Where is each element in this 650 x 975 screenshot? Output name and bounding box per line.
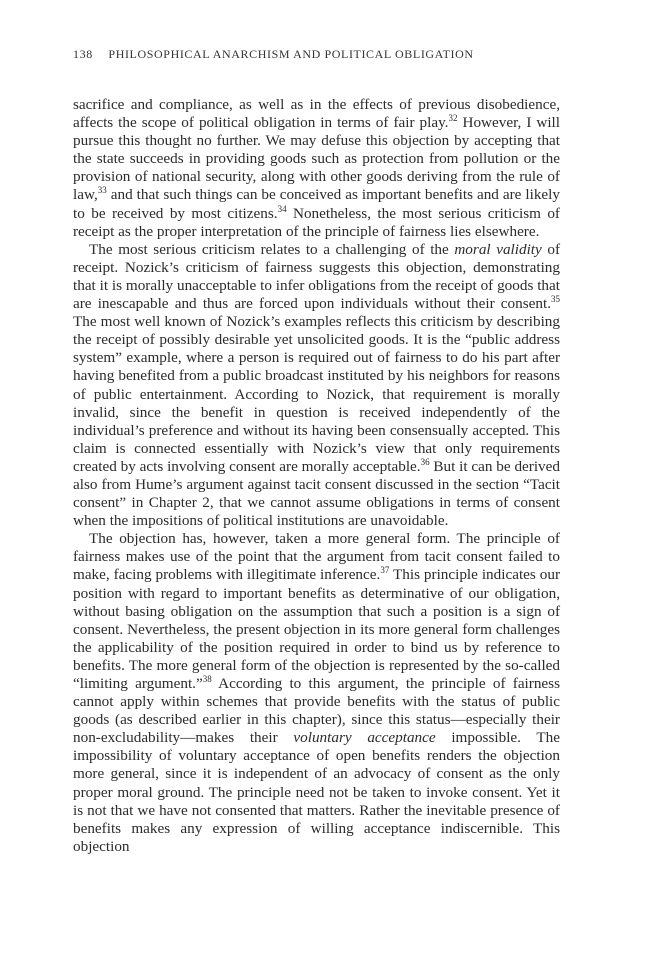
body-text (73, 96, 560, 856)
running-header (73, 47, 593, 62)
text-run: However, I will pursue this thought no further. We may defuse this objection by accepting that the state succeeds in providing goods such as protection from pollution or the provision of national security, along with other goods deriving from the rule of law, (73, 114, 560, 204)
footnote-reference: 33 (97, 185, 107, 196)
paragraph (73, 241, 560, 531)
footnote-reference: 38 (202, 673, 212, 684)
footnote-reference: 37 (380, 565, 390, 576)
footnote-reference: 32 (448, 113, 458, 124)
text-run: The objection has, however, taken a more general form. The principle of fairness makes use of the point that the argument from tacit consent failed to make, facing problems with illegitimate inference. (73, 530, 560, 584)
running-title: PHILOSOPHICAL ANARCHISM AND POLITICAL OBLIGATION (108, 47, 474, 61)
text-run: This principle indicates our position with regard to important benefits as determinative of our obligation, without basing obligation on the assumption that such a position is a sign of consent. Nevertheless, the present objection in its more general form challenges the applicability of the position required in order to bind us by reference to benefits. The more general form of the objection is represented by the so-called “limiting argument.” (73, 566, 560, 692)
text-run: But it can be derived also from Hume’s argument against tacit consent discussed in the section “Tacit consent” in Chapter 2, that we cannot assume obligations in terms of consent when the impositions of political institutions are unavoidable. (73, 457, 560, 530)
text-run: sacrifice and compliance, as well as in the effects of previous disobedience, affects the scope of political obligation in terms of fair play. (73, 96, 560, 132)
text-run: Nonetheless, the most serious criticism of receipt as the proper interpretation of the principle of fairness lies elsewhere. (73, 204, 560, 240)
page-number: 138 (73, 47, 93, 61)
emphasis-text: moral validity (454, 240, 542, 258)
text-run: impossible. The impossibility of voluntary acceptance of open benefits renders the objection more general, since it is independent of an advocacy of consent as the only proper moral ground. The principle need not be taken to invoke consent. Yet it is not that we have not consented that matters. Rather the inevitable presence of benefits makes any expression of willing acceptance indiscernible. This objection (73, 729, 561, 855)
footnote-reference: 36 (420, 456, 430, 467)
text-run: of receipt. Nozick’s criticism of fairness suggests this objection, demonstrating that it is morally unacceptable to infer obligations from the receipt of goods that are inescapable and thus are forced upon individuals without their consent. (73, 240, 560, 313)
text-run: and that such things can be conceived as important benefits and are likely to be received by most citizens. (73, 186, 560, 222)
text-run: The most serious criticism relates to a challenging of the (89, 240, 455, 258)
text-run: According to this argument, the principle of fairness cannot apply within schemes that provide benefits with the status of public goods (as described earlier in this chapter), since this status—especially their non-excludability—makes their (73, 675, 560, 747)
footnote-reference: 34 (277, 203, 287, 214)
footnote-reference: 35 (551, 293, 560, 304)
paragraph (73, 96, 560, 241)
emphasis-text: voluntary acceptance (293, 729, 436, 747)
text-run: The most well known of Nozick’s examples reflects this criticism by describing the receipt of possibly desirable yet unsolicited goods. It is the “public address system” example, where a person is required out of fairness to do his part after having benefited from a public broadcast instituted by his neighbors for reasons of public entertainment. According to Nozick, that requirement is morally invalid, since the benefit in question is received independently of the individual’s preference and without its having been consensually accepted. This claim is connected essentially with Nozick’s view that only requirements created by acts involving consent are morally acceptable. (73, 313, 560, 475)
paragraph (73, 530, 560, 856)
